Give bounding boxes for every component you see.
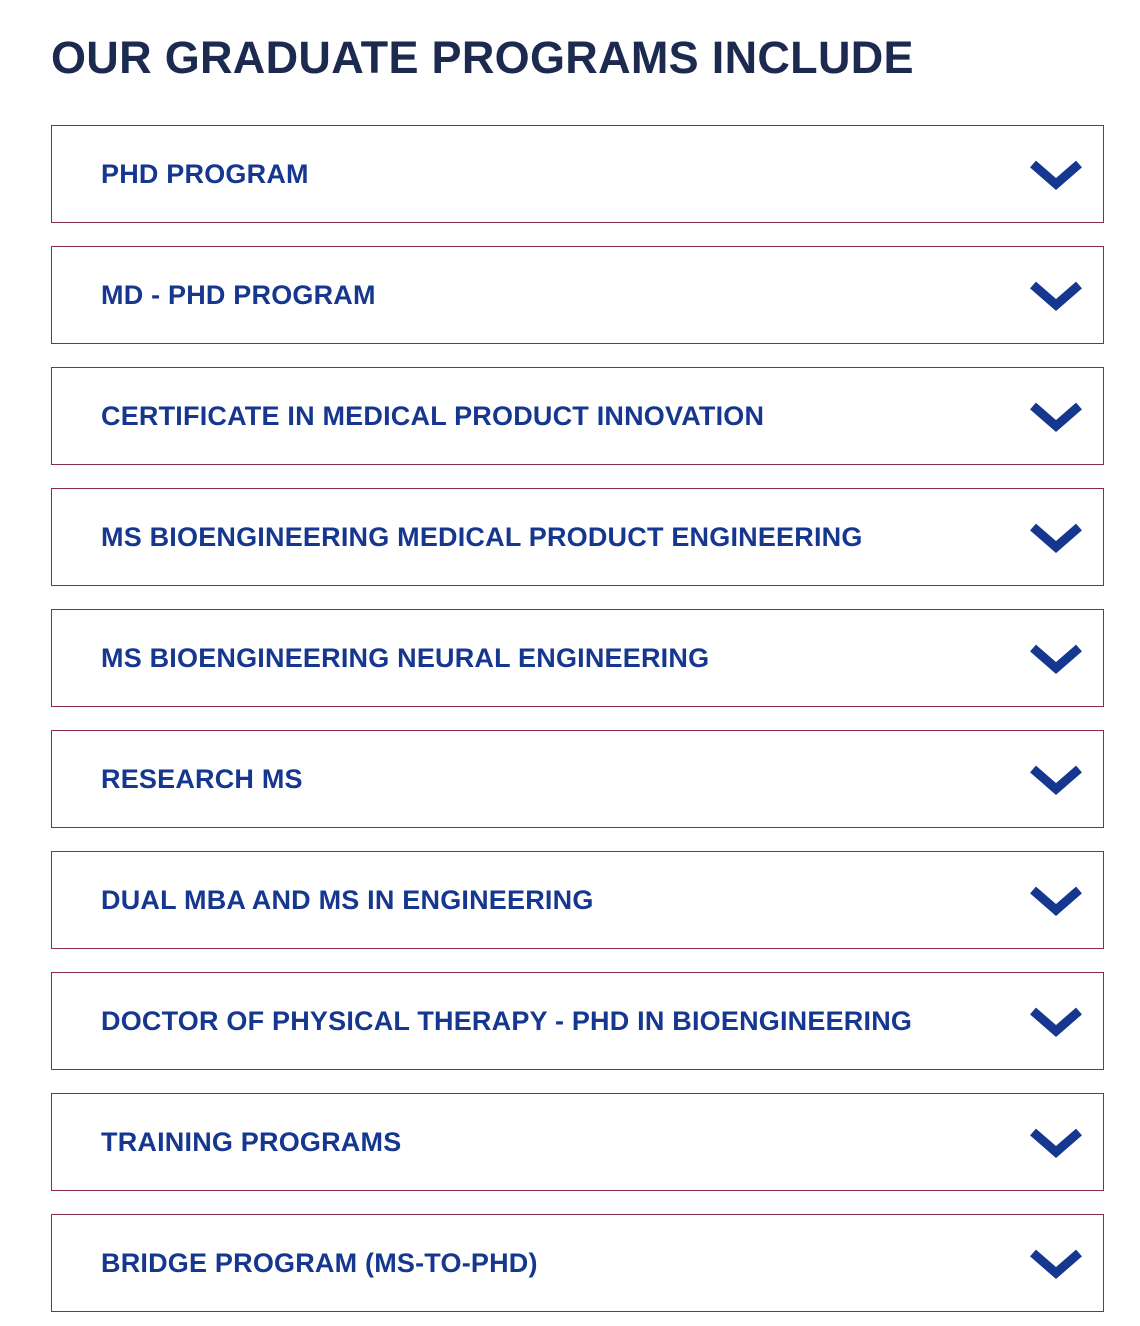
chevron-down-icon[interactable]: [1029, 882, 1083, 918]
accordion-item-phd-program[interactable]: [51, 125, 1104, 223]
accordion-item-dpt-phd[interactable]: [51, 972, 1104, 1070]
chevron-down-icon[interactable]: [1029, 519, 1083, 555]
chevron-down-icon[interactable]: [1029, 398, 1083, 434]
accordion-item-label: DOCTOR OF PHYSICAL THERAPY - PHD IN BIOENGINEERING: [101, 1005, 913, 1036]
accordion-item-label: PHD PROGRAM: [101, 158, 309, 189]
accordion-item-label: RESEARCH MS: [101, 763, 303, 794]
accordion-item-ms-medical-product-engineering[interactable]: [51, 488, 1104, 586]
chevron-down-icon[interactable]: [1029, 1124, 1083, 1160]
accordion-item-dual-mba-ms[interactable]: [51, 851, 1104, 949]
chevron-down-icon[interactable]: [1029, 277, 1083, 313]
accordion-item-certificate-medical-product-innovation[interactable]: [51, 367, 1104, 465]
accordion-item-label: MS BIOENGINEERING NEURAL ENGINEERING: [101, 642, 710, 673]
accordion-item-training-programs[interactable]: [51, 1093, 1104, 1191]
accordion-item-md-phd-program[interactable]: [51, 246, 1104, 344]
section-title: OUR GRADUATE PROGRAMS INCLUDE: [51, 32, 914, 83]
chevron-down-icon[interactable]: [1029, 1245, 1083, 1281]
chevron-down-icon[interactable]: [1029, 640, 1083, 676]
accordion-item-label: MS BIOENGINEERING MEDICAL PRODUCT ENGINEERING: [101, 521, 863, 552]
accordion-item-label: CERTIFICATE IN MEDICAL PRODUCT INNOVATION: [101, 400, 765, 431]
accordion-item-label: BRIDGE PROGRAM (MS-TO-PHD): [101, 1247, 538, 1278]
accordion-item-ms-neural-engineering[interactable]: [51, 609, 1104, 707]
accordion-item-label: TRAINING PROGRAMS: [101, 1126, 402, 1157]
accordion-item-research-ms[interactable]: [51, 730, 1104, 828]
chevron-down-icon[interactable]: [1029, 156, 1083, 192]
chevron-down-icon[interactable]: [1029, 1003, 1083, 1039]
chevron-down-icon[interactable]: [1029, 761, 1083, 797]
accordion-item-label: MD - PHD PROGRAM: [101, 279, 376, 310]
programs-accordion: [51, 125, 1104, 1312]
accordion-item-bridge-program[interactable]: [51, 1214, 1104, 1312]
accordion-item-label: DUAL MBA AND MS IN ENGINEERING: [101, 884, 594, 915]
